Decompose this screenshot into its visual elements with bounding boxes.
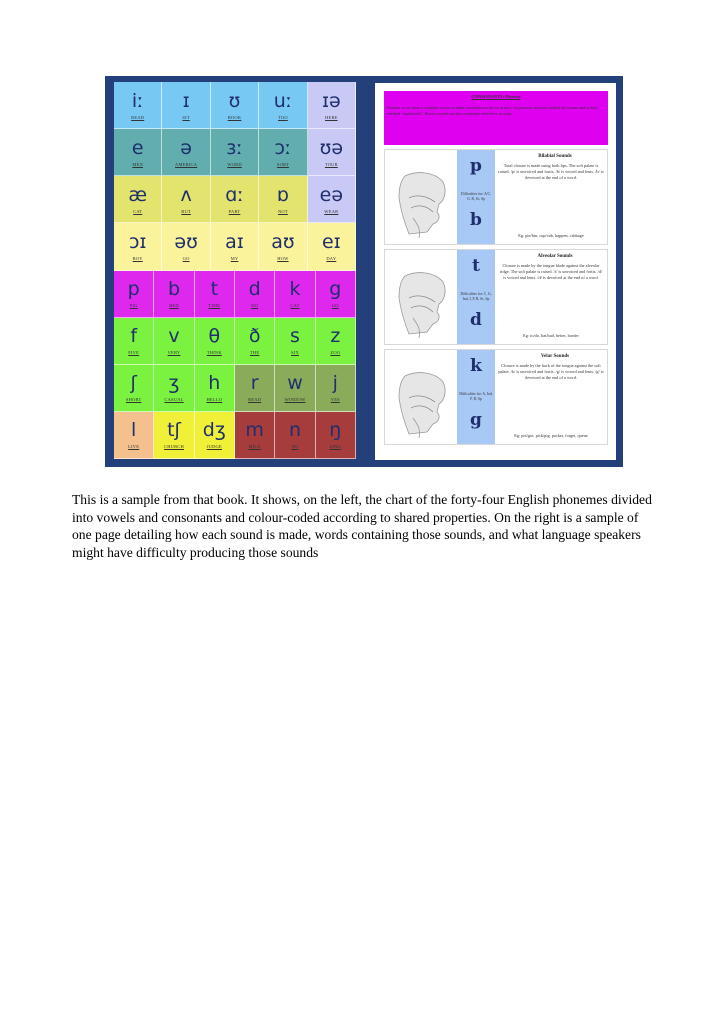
phoneme-symbol: ɜː — [226, 136, 243, 159]
phoneme-row — [114, 271, 356, 318]
phoneme-symbol: k — [289, 278, 301, 301]
phoneme-symbol: t — [210, 278, 219, 301]
example-word: GO — [182, 255, 190, 261]
phoneme-symbol: m — [245, 419, 264, 442]
sound-symbol-box — [457, 250, 495, 344]
phoneme-cell — [162, 223, 210, 270]
sound-symbol: p — [470, 156, 482, 176]
phoneme-symbol: eə — [319, 183, 344, 206]
phoneme-cell — [235, 271, 275, 318]
phoneme-cell — [211, 129, 259, 176]
phoneme-row — [114, 365, 356, 412]
phoneme-symbol: iː — [131, 89, 144, 112]
phoneme-symbol: b — [167, 278, 181, 301]
section-title: Bilabial Sounds — [538, 154, 572, 159]
mouth-diagram-image — [387, 368, 453, 440]
phoneme-cell — [154, 318, 194, 365]
example-word: DO — [251, 303, 259, 309]
phoneme-cell — [162, 82, 210, 129]
phoneme-cell — [235, 412, 275, 459]
example-word: MY — [230, 255, 239, 261]
phoneme-cell — [235, 365, 275, 412]
example-word: JUDGE — [206, 444, 222, 450]
example-word: HELLO — [206, 397, 223, 403]
phoneme-row — [114, 318, 356, 365]
phoneme-symbol: ʊə — [319, 136, 344, 159]
phoneme-symbol: ð — [248, 325, 261, 348]
example-word: ZOO — [330, 350, 341, 356]
example-word: BUT — [181, 208, 191, 214]
section-example: Eg: to/do, bat/bad, better, border — [523, 333, 579, 338]
section-title: Alveolar Sounds — [537, 254, 573, 259]
example-word: GO — [331, 303, 339, 309]
section-description: Closure is made by the back of the tongue against the soft palate. /k/ is unvoiced and fortis. /g/ is voiced and lenis. /g/ is devoiced at the end of a word. — [498, 363, 604, 380]
example-word: MILK — [248, 444, 261, 450]
phoneme-chart — [114, 82, 356, 459]
phoneme-cell — [114, 129, 162, 176]
page-heading: CONSONANTS: Plosives — [471, 94, 521, 99]
phoneme-symbol: aɪ — [225, 230, 244, 253]
phoneme-cell — [195, 318, 235, 365]
phoneme-symbol: ɔɪ — [128, 230, 147, 253]
phoneme-row — [114, 82, 356, 129]
example-word: SIX — [291, 350, 299, 356]
example-word: SHORT — [125, 397, 142, 403]
sound-section — [384, 249, 608, 345]
phoneme-cell — [162, 176, 210, 223]
example-word: HERE — [325, 114, 338, 120]
phoneme-symbol: l — [131, 419, 137, 442]
phoneme-cell — [114, 318, 154, 365]
example-word: AMERICA — [175, 161, 198, 167]
phoneme-symbol: uː — [273, 89, 293, 112]
phoneme-symbol: p — [127, 278, 140, 301]
phoneme-symbol: ʃ — [130, 372, 137, 395]
phoneme-cell — [308, 129, 356, 176]
example-word: LIVE — [128, 444, 140, 450]
phoneme-symbol: z — [330, 325, 341, 348]
example-word: TOO — [278, 114, 288, 120]
example-word: CAT — [133, 208, 143, 214]
example-word: TOUR — [324, 161, 338, 167]
phoneme-cell — [195, 412, 235, 459]
example-word: READ — [131, 114, 145, 120]
example-word: PIG — [129, 303, 138, 309]
phoneme-symbol: ɪ — [182, 89, 190, 112]
plosives-intro-box — [384, 91, 608, 145]
difficulties-text: Difficulties for: A, Ind, F, R, Sp — [459, 392, 493, 401]
phoneme-symbol: s — [290, 325, 300, 348]
example-word: CHURCH — [164, 444, 184, 450]
example-word: SING — [329, 444, 341, 450]
phoneme-cell — [154, 412, 194, 459]
phoneme-cell — [154, 271, 194, 318]
phoneme-symbol: d — [248, 278, 261, 301]
phoneme-symbol: θ — [208, 325, 221, 348]
phoneme-cell — [162, 129, 210, 176]
mouth-diagram-image — [387, 268, 453, 340]
sound-symbol: g — [470, 410, 482, 430]
difficulties-text: Difficulties for: A/C, G, R, Sc, Sp — [461, 192, 491, 201]
phoneme-symbol: v — [168, 325, 180, 348]
difficulties-text: Difficulties for: C, G, Ind, J, P, R, Sc, Sp — [460, 292, 492, 301]
phoneme-cell — [114, 271, 154, 318]
phoneme-cell — [211, 223, 259, 270]
phoneme-row — [114, 223, 356, 270]
phoneme-symbol: w — [287, 372, 303, 395]
phoneme-cell — [259, 129, 307, 176]
phoneme-symbol: ŋ — [329, 419, 342, 442]
phoneme-cell — [316, 412, 356, 459]
example-word: TIME — [208, 303, 221, 309]
phoneme-cell — [114, 365, 154, 412]
example-word: YES — [330, 397, 340, 403]
example-word: PART — [228, 208, 241, 214]
phoneme-cell — [114, 82, 162, 129]
phoneme-cell — [259, 176, 307, 223]
sound-symbol: t — [472, 256, 480, 276]
phoneme-cell — [259, 223, 307, 270]
phoneme-symbol: eɪ — [321, 230, 341, 253]
example-word: BOOK — [227, 114, 242, 120]
example-word: READ — [248, 397, 262, 403]
phoneme-cell — [316, 365, 356, 412]
example-word: CAT — [290, 303, 300, 309]
phoneme-symbol: ɪə — [321, 89, 341, 112]
phoneme-symbol: j — [332, 372, 338, 395]
phoneme-cell — [275, 271, 315, 318]
phoneme-cell — [235, 318, 275, 365]
book-sample-image — [105, 76, 623, 467]
example-word: NOT — [277, 208, 288, 214]
example-word: WORD — [227, 161, 242, 167]
section-example: Eg: pie/bin, cup/cub, happen, cabbage — [518, 233, 584, 238]
example-word: HOW — [277, 255, 289, 261]
example-word: MEN — [132, 161, 143, 167]
phoneme-symbol: dʒ — [202, 419, 226, 442]
phoneme-symbol: æ — [128, 183, 148, 206]
sound-symbol: d — [470, 310, 482, 330]
phoneme-cell — [275, 412, 315, 459]
phoneme-cell — [308, 82, 356, 129]
phoneme-symbol: n — [288, 419, 301, 442]
phoneme-cell — [275, 365, 315, 412]
example-word: DAY — [326, 255, 337, 261]
sound-symbol: b — [470, 210, 482, 230]
sound-section — [384, 349, 608, 445]
phoneme-cell — [275, 318, 315, 365]
phoneme-cell — [195, 365, 235, 412]
phoneme-symbol: tʃ — [167, 419, 181, 442]
phoneme-cell — [316, 271, 356, 318]
example-word: THE — [249, 350, 260, 356]
example-word: SIT — [182, 114, 190, 120]
caption-text: This is a sample from that book. It shows, on the left, the chart of the forty-four English phonemes divided into vowels and consonants and colour-coded according to shared properties. On the right is a sample of one page detailing how each sound is made, words containing those sounds, and what language speakers might have difficulty producing those sounds — [72, 492, 652, 560]
phoneme-cell — [114, 223, 162, 270]
phoneme-cell — [211, 176, 259, 223]
phoneme-symbol: ɔː — [274, 136, 292, 159]
phoneme-symbol: ʌ — [180, 183, 192, 206]
phoneme-symbol: əʊ — [174, 230, 198, 253]
phoneme-symbol: ɑː — [225, 183, 244, 206]
section-description: Total closure is made using both lips. The soft palate is raised. /p/ is unvoiced and fortis. /b/ is voiced and lenis. /b/ is devoiced at the end of a word. — [498, 163, 604, 180]
mouth-diagram-image — [387, 168, 453, 240]
sound-symbol: k — [470, 356, 482, 376]
example-word: BED — [169, 303, 179, 309]
phoneme-cell — [308, 176, 356, 223]
phoneme-symbol: ʒ — [168, 372, 180, 395]
phoneme-symbol: ɒ — [276, 183, 289, 206]
example-word: WINDOW — [284, 397, 306, 403]
section-example: Eg: pot/got, pick/pig, packet, forget, queue — [514, 433, 588, 438]
example-word: WEAR — [324, 208, 339, 214]
phoneme-cell — [114, 412, 154, 459]
phoneme-cell — [154, 365, 194, 412]
phoneme-symbol: r — [250, 372, 259, 395]
phoneme-symbol: h — [208, 372, 221, 395]
sound-section — [384, 149, 608, 245]
example-word: BOY — [132, 255, 143, 261]
section-description: Closure is made by the tongue blade against the alveolar ridge. The soft palate is raised. /t/ is unvoiced and fortis. /d/ is voiced and lenis. /d/ is devoiced at the end of a word. — [499, 263, 603, 280]
phoneme-row — [114, 129, 356, 176]
sound-symbol-box — [457, 350, 495, 444]
phoneme-cell — [114, 176, 162, 223]
phoneme-row — [114, 412, 356, 459]
example-word: SORT — [276, 161, 289, 167]
phoneme-symbol: g — [329, 278, 342, 301]
page-intro-text: Plosives occur when a complete closure is made somewhere in the vocal tract. Air pressure increases behind the closure and is then released "explosively". Plosive sounds are also sometimes referred to as stops. — [387, 105, 597, 116]
example-word: CASUAL — [164, 397, 184, 403]
phoneme-symbol: aʊ — [271, 230, 295, 253]
plosives-page — [375, 83, 616, 460]
example-word: NO — [291, 444, 299, 450]
phoneme-row — [114, 176, 356, 223]
phoneme-cell — [308, 223, 356, 270]
phoneme-symbol: ʊ — [228, 89, 241, 112]
sound-symbol-box — [457, 150, 495, 244]
phoneme-cell — [259, 82, 307, 129]
section-title: Velar Sounds — [540, 354, 570, 359]
phoneme-cell — [316, 318, 356, 365]
phoneme-symbol: f — [130, 325, 138, 348]
phoneme-cell — [211, 82, 259, 129]
phoneme-symbol: ə — [180, 136, 192, 159]
example-word: FIVE — [128, 350, 140, 356]
example-word: THINK — [206, 350, 222, 356]
phoneme-cell — [195, 271, 235, 318]
example-word: VERY — [167, 350, 181, 356]
phoneme-symbol: e — [131, 136, 144, 159]
